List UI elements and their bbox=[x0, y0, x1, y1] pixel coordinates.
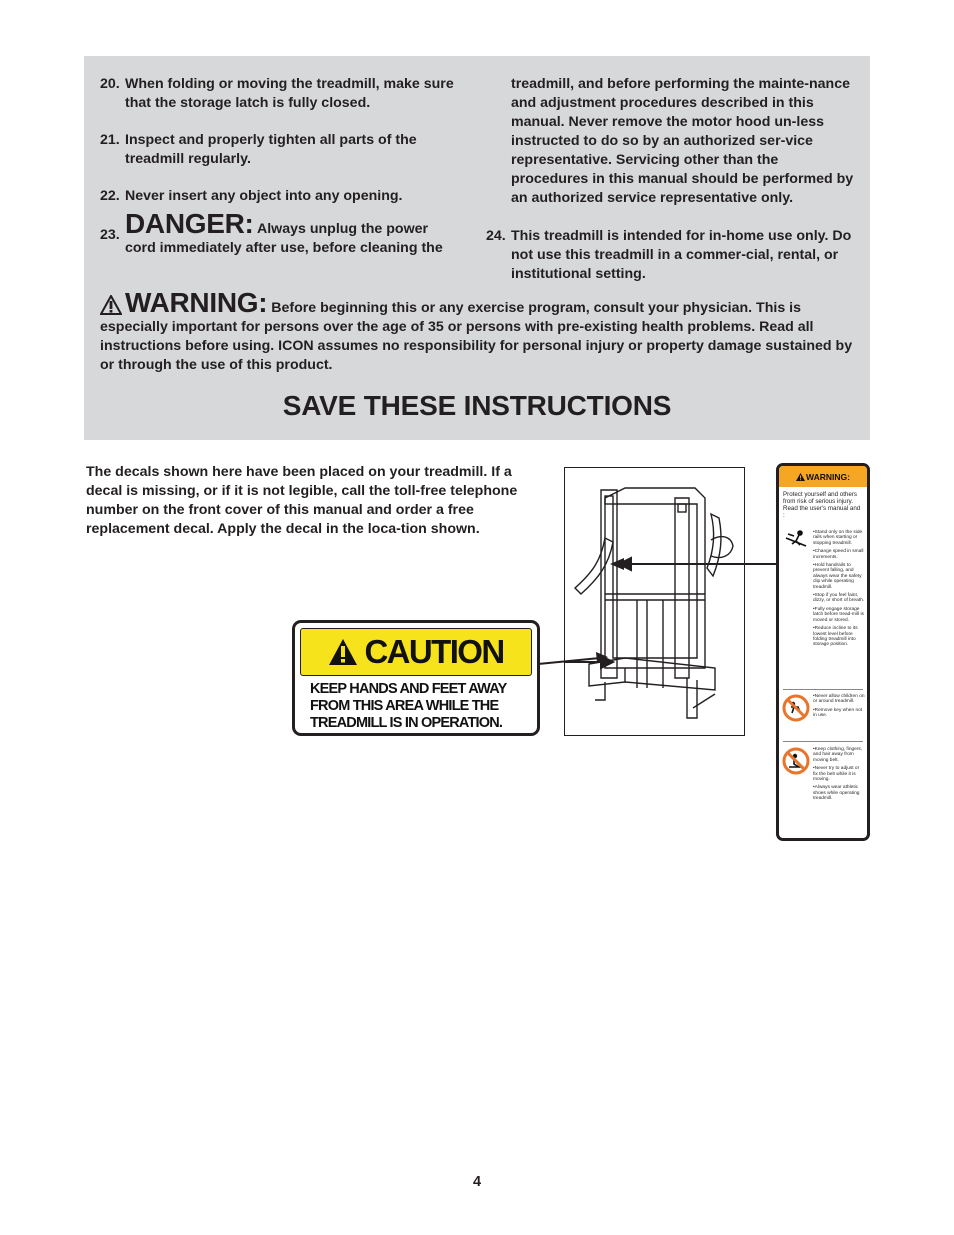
caution-title: CAUTION bbox=[364, 633, 504, 670]
safety-column-right bbox=[486, 75, 856, 284]
warning-decal-bullet: •Always wear athletic shoes while operating treadmill. bbox=[813, 785, 860, 802]
safety-item-23-continued bbox=[486, 75, 856, 208]
warning-decal-bullet: •Reduce incline to its lowest level before folding treadmill into storage position. bbox=[813, 626, 858, 648]
warning-decal-bullet: •Keep clothing, fingers, and hair away from moving belt. bbox=[813, 747, 863, 763]
warning-decal-section-3 bbox=[779, 747, 867, 805]
stand-on-rails-icon bbox=[779, 530, 813, 651]
warning-decal-bullet: •Fully engage storage latch before tread-mill is moved or stored. bbox=[813, 606, 864, 623]
caution-line: FROM THIS AREA WHILE THE bbox=[310, 698, 499, 714]
divider bbox=[783, 689, 863, 690]
warning-decal-bullet: •Remove key when not in use. bbox=[813, 707, 863, 719]
item-text: treadmill, and before performing the mainte-nance and adjustment procedures described in this manual. Never remove the motor hood un-less instructed to do so by an authorized ser-vice representative. Servicing other than the procedures in this manual should be performed by an authorized service representative only. bbox=[511, 76, 854, 206]
warning-triangle-icon bbox=[100, 295, 122, 315]
item-text: This treadmill is intended for in-home use only. Do not use this treadmill in a commer-cial, rental, or institutional setting. bbox=[511, 228, 852, 282]
warning-text: Before beginning this or any exercise program, consult your physician. This is especially important for persons over the age of 35 or persons with pre-existing health problems. Read all instructions before using. ICON assumes no responsibility for personal injury or property damage sustained by or through the use of this product. bbox=[100, 300, 853, 373]
item-text: Never insert any object into any opening. bbox=[125, 188, 403, 204]
safety-item-22 bbox=[100, 187, 460, 206]
caution-body bbox=[300, 676, 532, 732]
item-number: 23. bbox=[100, 227, 120, 243]
warning-decal-title: WARNING: bbox=[806, 471, 850, 482]
warning-decal-bullet: •Never try to adjust or fix the belt while it is moving. bbox=[813, 766, 860, 783]
divider bbox=[783, 741, 863, 742]
warning-paragraph bbox=[100, 287, 860, 375]
warning-decal-intro: Protect yourself and others from risk of serious injury. Read the user's manual and : bbox=[783, 491, 861, 519]
moving-belt-hazard-icon bbox=[779, 747, 813, 805]
item-text: Always unplug the power cord immediately after use, before cleaning the bbox=[125, 221, 443, 256]
treadmill-figure bbox=[564, 467, 745, 736]
warning-decal-section-1 bbox=[779, 530, 867, 651]
safety-column-left bbox=[100, 75, 460, 258]
warning-decal-bullet: •Never allow children on or around treadmill. bbox=[813, 694, 865, 705]
item-text: When folding or moving the treadmill, make sure that the storage latch is fully closed. bbox=[125, 76, 454, 111]
item-number: 21. bbox=[100, 132, 120, 148]
item-text: Inspect and properly tighten all parts of the treadmill regularly. bbox=[125, 132, 417, 167]
danger-label: DANGER: bbox=[125, 208, 254, 239]
caution-triangle-icon bbox=[328, 638, 358, 666]
warning-decal-bullet: •Stop if you feel faint, dizzy, or short of breath. bbox=[813, 593, 865, 604]
item-number: 20. bbox=[100, 76, 120, 92]
warning-decal-bullet: •Hold handrails to prevent falling, and always wear the safety clip while operating treadmill. bbox=[813, 563, 862, 590]
warning-decal-header bbox=[779, 466, 867, 487]
treadmill-illustration bbox=[565, 468, 746, 737]
warning-decal-section-2 bbox=[779, 694, 867, 722]
warning-triangle-icon bbox=[796, 473, 805, 481]
caution-line: KEEP HANDS AND FEET AWAY bbox=[310, 681, 507, 697]
warning-decal bbox=[776, 463, 870, 841]
warning-pointer-arrow bbox=[610, 556, 778, 572]
save-instructions-title: SAVE THESE INSTRUCTIONS bbox=[282, 390, 672, 421]
page-number: 4 bbox=[472, 1174, 482, 1190]
item-number: 22. bbox=[100, 188, 120, 204]
warning-decal-bullet: •Change speed in small increments. bbox=[813, 549, 864, 560]
safety-item-21 bbox=[100, 131, 460, 169]
caution-line: TREADMILL IS IN OPERATION. bbox=[310, 715, 503, 731]
item-number: 24. bbox=[486, 228, 506, 244]
caution-pointer-arrow bbox=[538, 650, 608, 670]
warning-label: WARNING: bbox=[125, 287, 268, 318]
safety-item-23 bbox=[100, 208, 460, 258]
caution-header bbox=[300, 628, 532, 676]
decal-description: The decals shown here have been placed on your treadmill. If a decal is missing, or if it is not legible, call the toll-free telephone number on the front cover of this manual and order a free replacement decal. Apply the decal in the loca-tion shown. bbox=[86, 464, 518, 537]
safety-item-20 bbox=[100, 75, 460, 113]
caution-decal bbox=[292, 620, 540, 736]
warning-decal-bullet: •Stand only on the side rails when starting or stopping treadmill. bbox=[813, 530, 863, 546]
safety-item-24 bbox=[486, 227, 856, 284]
no-children-icon bbox=[779, 694, 813, 722]
